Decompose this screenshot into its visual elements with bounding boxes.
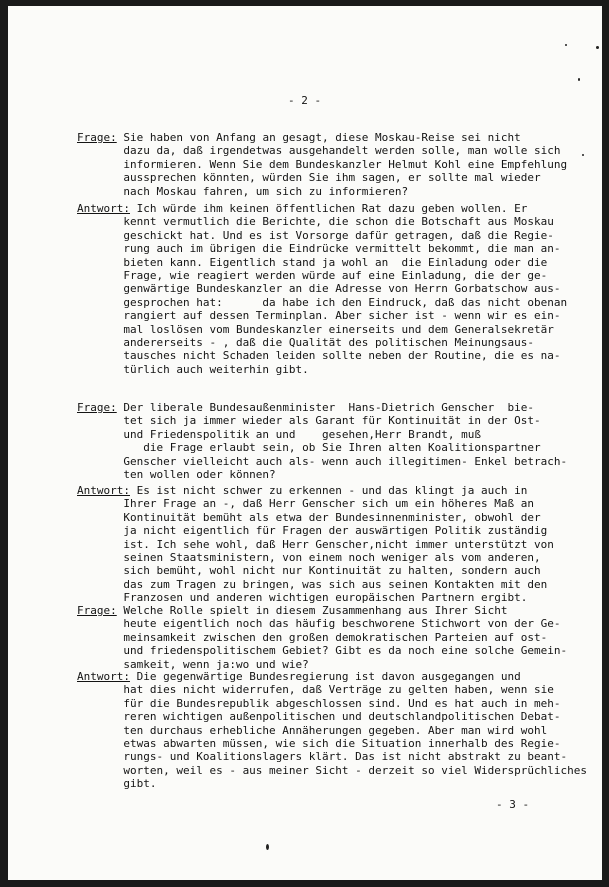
answer-line: ten durchaus erhebliche Annäherungen gegeben. Aber man wird wohl <box>77 723 548 737</box>
answer-line: für die Bundesrepublik abgeschlossen sind. Und es hat auch in meh- <box>77 696 561 710</box>
question-line: Welche Rolle spielt in diesem Zusammenhang aus Ihrer Sicht <box>116 604 508 617</box>
answer-line: kennt vermutlich die Berichte, die schon die Botschaft aus Moskau <box>77 215 554 229</box>
question-line: nach Moskau fahren, um sich zu informieren? <box>77 184 409 198</box>
answer-line: rung auch im übrigen die Eindrücke vermittelt bekommt, die man an- <box>77 242 561 256</box>
answer-block-2 <box>77 484 554 605</box>
answer-line: genwärtige Bundeskanzler an die Adresse von Herrn Gorbatschow aus- <box>77 282 561 296</box>
question-label: Frage: <box>77 131 117 144</box>
question-line: und Friedenspolitik an und gesehen,Herr Brandt, muß <box>77 427 481 441</box>
scan-speck <box>565 44 567 46</box>
next-page-marker: - 3 - <box>496 798 530 811</box>
answer-line: ist. Ich sehe wohl, daß Herr Genscher,nicht immer unterstützt von <box>77 537 554 551</box>
question-line: meinsamkeit zwischen den großen demokratischen Parteien auf ost- <box>77 630 548 644</box>
answer-line: Kontinuität bemüht als etwa der Bundesinnenminister, obwohl der <box>77 510 541 524</box>
answer-line: tausches nicht Schaden leiden sollte neben der Routine, die es na- <box>77 349 561 363</box>
answer-line: türlich auch weiterhin gibt. <box>77 362 309 376</box>
answer-line: sich bemüht, wohl nicht nur Kontinuität zu halten, sondern auch <box>77 564 541 578</box>
answer-line: Ich würde ihm keinen öffentlichen Rat dazu geben wollen. Er <box>129 202 528 215</box>
question-block-3 <box>77 604 567 671</box>
question-label: Frage: <box>77 604 117 617</box>
question-line: die Frage erlaubt sein, ob Sie Ihren alten Koalitionspartner <box>77 441 541 455</box>
answer-line: andererseits - , daß die Qualität des politischen Meinungsaus- <box>77 336 534 350</box>
question-line: Sie haben von Anfang an gesagt, diese Moskau-Reise sei nicht <box>116 131 521 144</box>
question-line: heute eigentlich noch das häufig beschworene Stichwort von der Ge- <box>77 617 561 631</box>
question-line: aussprechen könnten, würden Sie ihm sagen, er sollte mal wieder <box>77 171 541 185</box>
answer-line: rungs- und Koalitionslagers klärt. Das ist nicht abstrakt zu beant- <box>77 750 568 764</box>
question-label: Frage: <box>77 401 117 414</box>
answer-line: seinen Staatsministern, von einem noch weniger als vom anderen, <box>77 551 541 565</box>
answer-line: mal loslösen vom Bundeskanzler einerseits und dem Generalsekretär <box>77 322 554 336</box>
question-block-1 <box>77 131 567 198</box>
answer-block-3 <box>77 670 587 791</box>
answer-block-1 <box>77 202 567 376</box>
page-number: - 2 - <box>288 94 322 107</box>
question-line: und friedenspolitischem Gebiet? Gibt es da noch eine solche Gemein- <box>77 644 568 658</box>
answer-line: Es ist nicht schwer zu erkennen - und das klingt ja auch in <box>129 484 528 497</box>
answer-line: das zum Tragen zu bringen, was sich aus seinen Kontakten mit den <box>77 577 548 591</box>
answer-line: etwas abwarten müssen, wie sich die Situation innerhalb des Regie- <box>77 737 561 751</box>
question-line: Genscher vielleicht auch als- wenn auch illegitimen- Enkel betrach- <box>77 454 568 468</box>
answer-line: Die gegenwärtige Bundesregierung ist davon ausgegangen und <box>129 670 521 683</box>
answer-line: gibt. <box>77 777 157 791</box>
answer-line: gesprochen hat: da habe ich den Eindruck, daß das nicht obenan <box>77 295 568 309</box>
question-line: dazu da, daß irgendetwas ausgehandelt werden solle, man wolle sich <box>77 144 561 158</box>
scan-speck <box>582 154 584 156</box>
answer-line: bieten kann. Eigentlich stand ja wohl an die Einladung oder die <box>77 255 548 269</box>
answer-line: reren wichtigen außenpolitischen und deutschlandpolitischen Debat- <box>77 710 561 724</box>
question-line: tet sich ja immer wieder als Garant für Kontinuität in der Ost- <box>77 414 541 428</box>
answer-line: Frage, wie reagiert werden würde auf eine Einladung, die der ge- <box>77 269 548 283</box>
answer-line: hat dies nicht widerrufen, daß Verträge zu gelten haben, wenn sie <box>77 683 554 697</box>
answer-line: rangiert auf dessen Terminplan. Aber sicher ist - wenn wir es ein- <box>77 309 561 323</box>
answer-line: ja nicht eigentlich für Fragen der auswärtigen Politik zuständig <box>77 524 548 538</box>
question-line: Der liberale Bundesaußenminister Hans-Dietrich Genscher bie- <box>116 401 534 414</box>
question-line: ten wollen oder können? <box>77 468 276 482</box>
scan-speck <box>596 46 599 49</box>
answer-line: worten, weil es - aus meiner Sicht - derzeit so viel Widersprüchliches <box>77 763 587 777</box>
scan-speck <box>578 78 580 81</box>
answer-label: Antwort: <box>77 484 130 497</box>
scan-speck <box>266 844 269 850</box>
answer-line: geschickt hat. Und es ist Vorsorge dafür getragen, daß die Regie- <box>77 228 554 242</box>
answer-label: Antwort: <box>77 202 130 215</box>
document-page <box>8 6 602 880</box>
question-line: samkeit, wenn ja:wo und wie? <box>77 657 309 671</box>
answer-line: Franzosen und anderen wichtigen europäischen Partnern ergibt. <box>77 591 528 605</box>
question-block-2 <box>77 401 567 481</box>
answer-label: Antwort: <box>77 670 130 683</box>
answer-line: Ihrer Frage an -, daß Herr Genscher sich um ein höheres Maß an <box>77 497 534 511</box>
question-line: informieren. Wenn Sie dem Bundeskanzler Helmut Kohl eine Empfehlung <box>77 157 568 171</box>
